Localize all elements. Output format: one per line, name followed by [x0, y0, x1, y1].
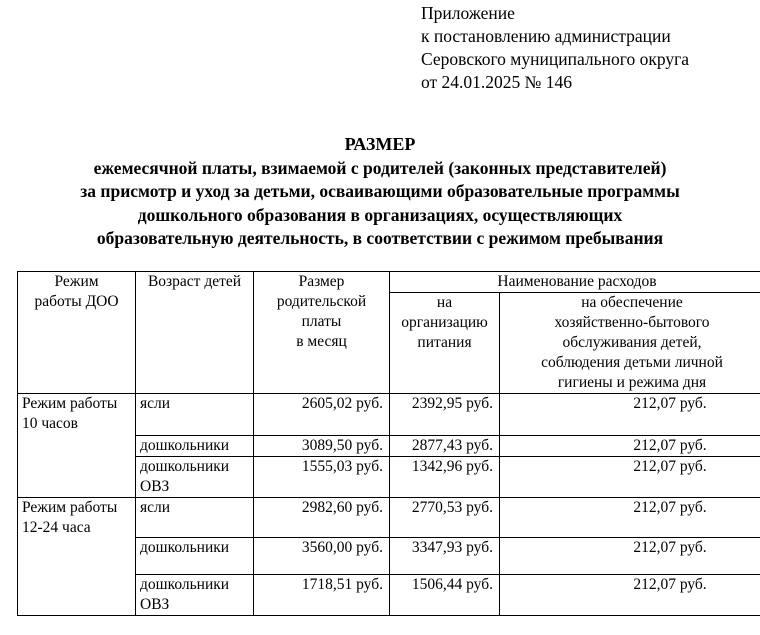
age-cell: дошкольники ОВЗ: [136, 457, 254, 498]
appendix-line: Серовского муниципального округа: [421, 49, 690, 69]
household-cell: 212,07 руб.: [500, 457, 760, 498]
header-mode: Режим работы ДОО: [18, 272, 136, 394]
appendix-header: [421, 2, 689, 94]
fee-table: [17, 271, 760, 616]
fee-cell: 1555,03 руб.: [254, 457, 390, 498]
age-cell: ясли: [136, 394, 254, 436]
header-age: Возраст детей: [136, 272, 254, 394]
age-cell: дошкольники ОВЗ: [136, 575, 254, 616]
age-cell: дошкольники: [136, 436, 254, 457]
title-line: ежемесячной платы, взимаемой с родителей (законных представителей): [93, 157, 667, 178]
appendix-line: Приложение: [421, 3, 515, 23]
food-cell: 2770,53 руб.: [390, 498, 500, 538]
age-cell: ясли: [136, 498, 254, 538]
mode-cell: Режим работы 12-24 часа: [18, 498, 136, 575]
food-cell: 1342,96 руб.: [390, 457, 500, 498]
household-cell: 212,07 руб.: [500, 538, 760, 575]
fee-cell: 2605,02 руб.: [254, 394, 390, 436]
title-main: РАЗМЕР: [344, 134, 416, 154]
appendix-line: к постановлению администрации: [421, 26, 671, 46]
document-title: [0, 133, 760, 251]
title-line: образовательную деятельность, в соответствии с режимом пребывания: [96, 228, 664, 248]
header-food: на организацию питания: [390, 293, 500, 394]
header-fee: Размер родительской платы в месяц: [254, 272, 390, 394]
table-row: [18, 394, 760, 436]
title-line: дошкольного образования в организациях, осуществляющих: [137, 204, 623, 225]
appendix-line: от 24.01.2025 № 146: [421, 72, 572, 92]
household-cell: 212,07 руб.: [500, 498, 760, 538]
food-cell: 2392,95 руб.: [390, 394, 500, 436]
table-row: [18, 575, 760, 616]
food-cell: 3347,93 руб.: [390, 538, 500, 575]
header-household: на обеспечение хозяйственно-бытового обслуживания детей, соблюдения детьми личной гигиены и режима дня: [500, 293, 760, 394]
mode-cell: Режим работы 10 часов: [18, 394, 136, 498]
food-cell: 1506,44 руб.: [390, 575, 500, 616]
fee-cell: 3089,50 руб.: [254, 436, 390, 457]
fee-cell: 1718,51 руб.: [254, 575, 390, 616]
table-row: [18, 498, 760, 538]
fee-cell: 2982,60 руб.: [254, 498, 390, 538]
household-cell: 212,07 руб.: [500, 394, 760, 436]
title-line: за присмотр и уход за детьми, осваивающими образовательные программы: [80, 181, 680, 201]
fee-cell: 3560,00 руб.: [254, 538, 390, 575]
household-cell: 212,07 руб.: [500, 436, 760, 457]
food-cell: 2877,43 руб.: [390, 436, 500, 457]
age-cell: дошкольники: [136, 538, 254, 575]
header-expenses: Наименование расходов: [390, 272, 760, 293]
household-cell: 212,07 руб.: [500, 575, 760, 616]
mode-cell-empty: [18, 575, 136, 616]
